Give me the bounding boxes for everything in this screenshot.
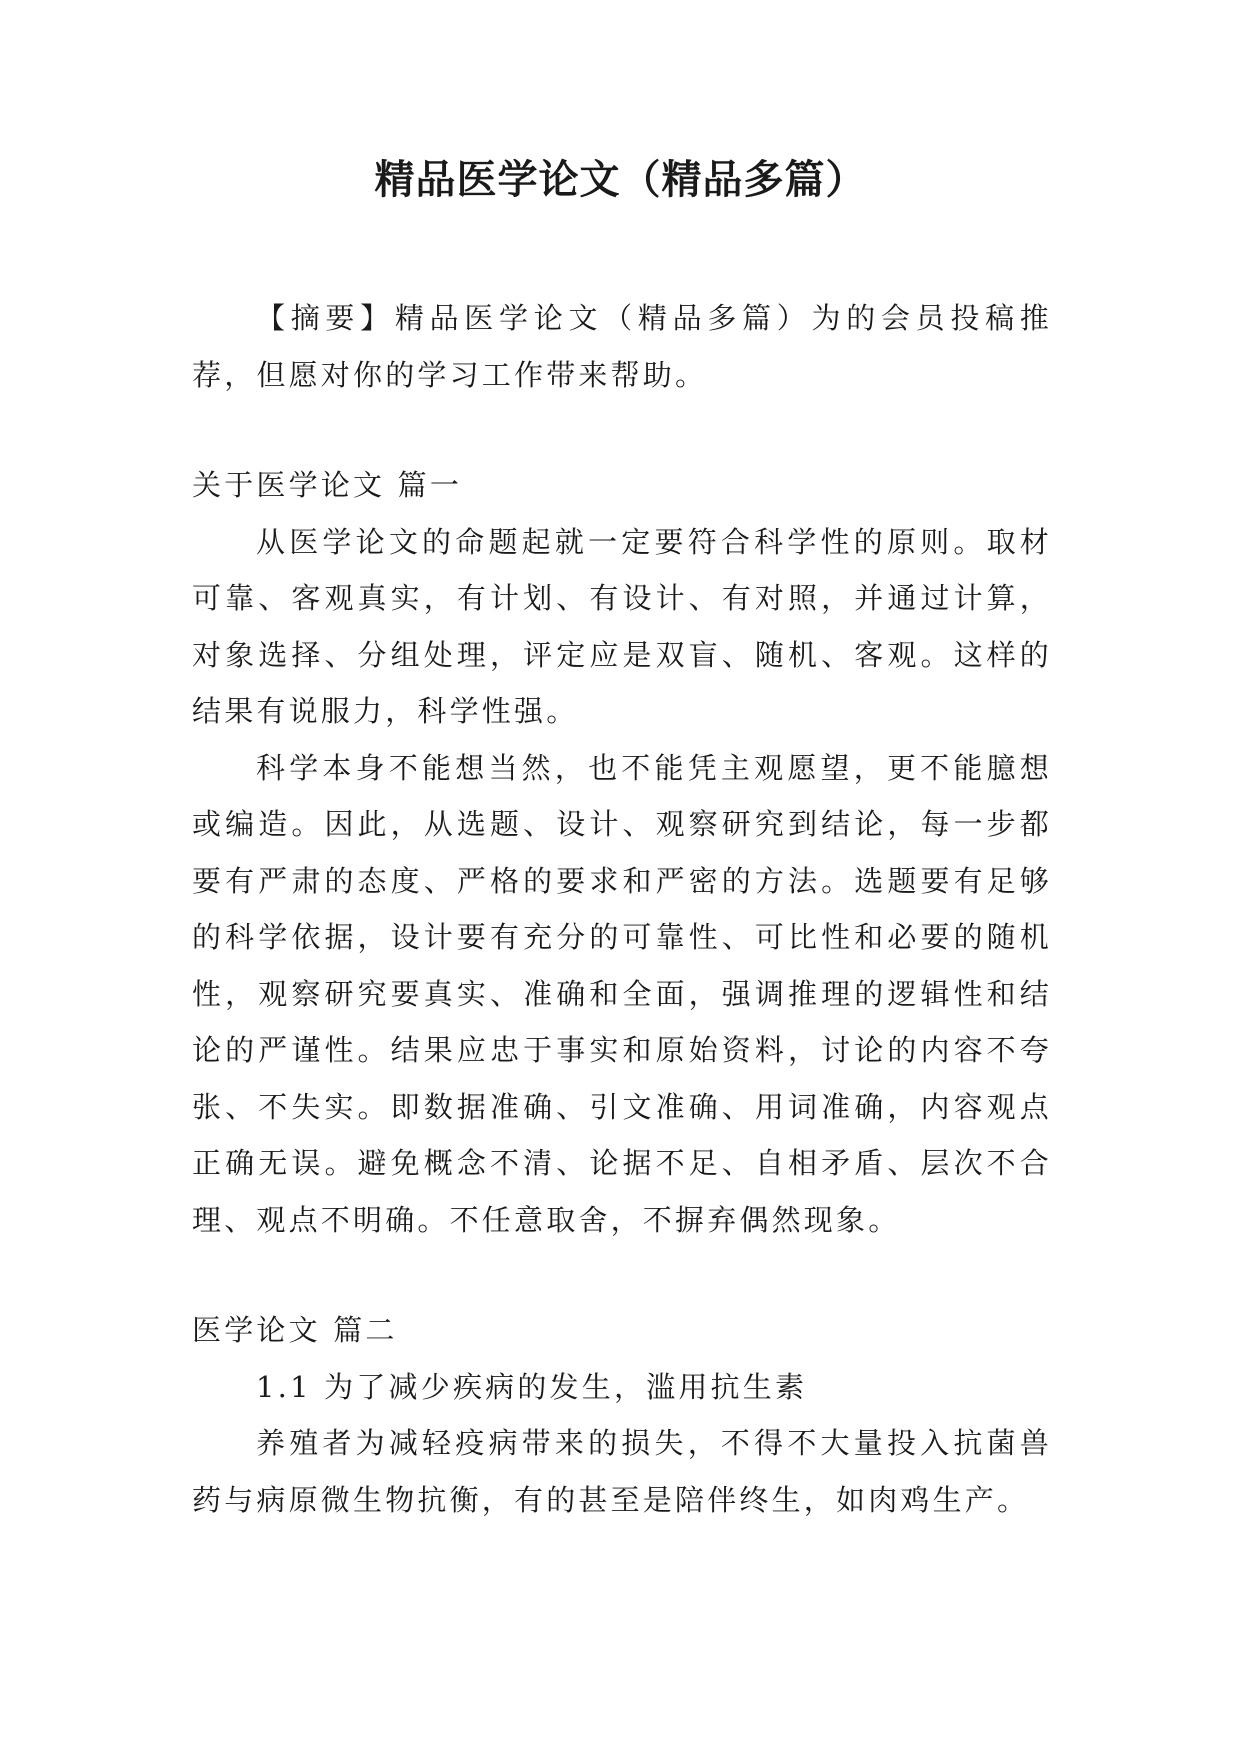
spacer bbox=[192, 403, 1052, 457]
section-2-subheading: 1.1 为了减少疾病的发生，滥用抗生素 bbox=[256, 1369, 808, 1404]
section-heading-2: 医学论文 篇二 bbox=[192, 1313, 398, 1347]
document-title: 精品医学论文（精品多篇） bbox=[374, 157, 867, 203]
abstract-paragraph: 【摘要】精品医学论文（精品多篇）为的会员投稿推荐，但愿对你的学习工作带来帮助。 bbox=[192, 301, 1052, 392]
section-1-paragraph-1: 从医学论文的命题起就一定要符合科学性的原则。取材可靠、客观真实，有计划、有设计、有对照，并通过计算，对象选择、分组处理，评定应是双盲、随机、客观。这样的结果有说服力，科学性强。 bbox=[192, 524, 1052, 728]
section-heading-1: 关于医学论文 篇一 bbox=[192, 468, 463, 502]
section-1-paragraph-2: 科学本身不能想当然，也不能凭主观愿望，更不能臆想或编造。因此，从选题、设计、观察研究到结论，每一步都要有严肃的态度、严格的要求和严密的方法。选题要有足够的科学依据，设计要有充分的可靠性、可比性和必要的随机性，观察研究要真实、准确和全面，强调推理的逻辑性和结论的严谨性。结果应忠于事实和原始资料，讨论的内容不夸张、不失实。即数据准确、引文准确、用词准确，内容观点正确无误。避免概念不清、论据不足、自相矛盾、层次不合理、观点不明确。不任意取舍，不摒弃偶然现象。 bbox=[192, 750, 1052, 1237]
document-body bbox=[192, 290, 1052, 1528]
spacer bbox=[192, 1248, 1052, 1302]
section-2-paragraph-1: 养殖者为减轻疫病带来的损失，不得不大量投入抗菌兽药与病原微生物抗衡，有的甚至是陪伴终生，如肉鸡生产。 bbox=[192, 1426, 1052, 1517]
